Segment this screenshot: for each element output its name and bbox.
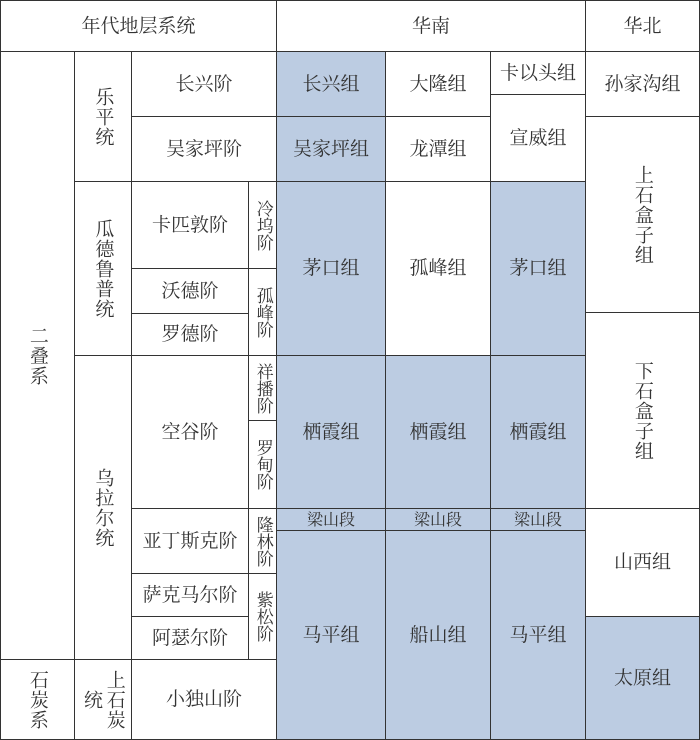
stage-lengwu: 冷坞阶: [248, 181, 277, 269]
header-chronostratigraphy: 年代地层系统: [0, 0, 277, 52]
stage-zisong: 紫松阶: [248, 573, 277, 660]
south-b-gufeng: 孤峰组: [385, 181, 491, 356]
north-shanxi: 山西组: [585, 508, 700, 617]
south-a-maping: 马平组: [276, 530, 386, 740]
system-permian: 二叠系: [0, 51, 75, 660]
stage-wuchiapingian: 吴家坪阶: [131, 116, 277, 182]
series-cisuralian: 乌拉尔统: [74, 355, 132, 660]
south-a-liangshan: 梁山段: [276, 508, 386, 531]
south-c-maping: 马平组: [490, 530, 586, 740]
series-lopingian: 乐平统: [74, 51, 132, 182]
stage-luodian: 罗甸阶: [248, 420, 277, 509]
stage-xiaodushan: 小独山阶: [131, 659, 277, 740]
south-c-maokou: 茅口组: [490, 181, 586, 356]
system-carboniferous: 石炭系: [0, 659, 75, 740]
north-lower-shihezi: 下石盒子组: [585, 312, 700, 509]
south-a-changxing: 长兴组: [276, 51, 386, 117]
north-sunjiagou: 孙家沟组: [585, 51, 700, 117]
series-guadalupian: 瓜德鲁普统: [74, 181, 132, 356]
south-b-longtan: 龙潭组: [385, 116, 491, 182]
south-a-wujiaping: 吴家坪组: [276, 116, 386, 182]
north-upper-shihezi: 上石盒子组: [585, 116, 700, 313]
stage-artinskian: 亚丁斯克阶: [131, 508, 249, 574]
south-a-maokou: 茅口组: [276, 181, 386, 356]
stage-xiangbo: 祥播阶: [248, 355, 277, 421]
stage-changhsingian: 长兴阶: [131, 51, 277, 117]
south-b-dalong: 大隆组: [385, 51, 491, 117]
stage-wordian: 沃德阶: [131, 268, 249, 314]
stage-gufeng: 孤峰阶: [248, 268, 277, 356]
south-c-xuanwei: 宣威组: [490, 94, 586, 182]
south-c-qixia: 栖霞组: [490, 355, 586, 509]
south-c-kayitou: 卡以头组: [490, 51, 586, 95]
stage-capitanian: 卡匹敦阶: [131, 181, 249, 269]
header-north-china: 华北: [585, 0, 700, 52]
stage-kungurian: 空谷阶: [131, 355, 249, 509]
south-b-chuanshan: 船山组: [385, 530, 491, 740]
stage-longlin: 隆林阶: [248, 508, 277, 574]
stage-roadian: 罗德阶: [131, 313, 249, 356]
south-a-qixia: 栖霞组: [276, 355, 386, 509]
header-south-china: 华南: [276, 0, 586, 52]
north-taiyuan: 太原组: [585, 616, 700, 740]
south-b-qixia: 栖霞组: [385, 355, 491, 509]
stage-sakmarian: 萨克马尔阶: [131, 573, 249, 617]
south-b-liangshan: 梁山段: [385, 508, 491, 531]
south-c-liangshan: 梁山段: [490, 508, 586, 531]
series-upper-carboniferous: 上石炭统: [74, 659, 132, 740]
stage-asselian: 阿瑟尔阶: [131, 616, 249, 660]
